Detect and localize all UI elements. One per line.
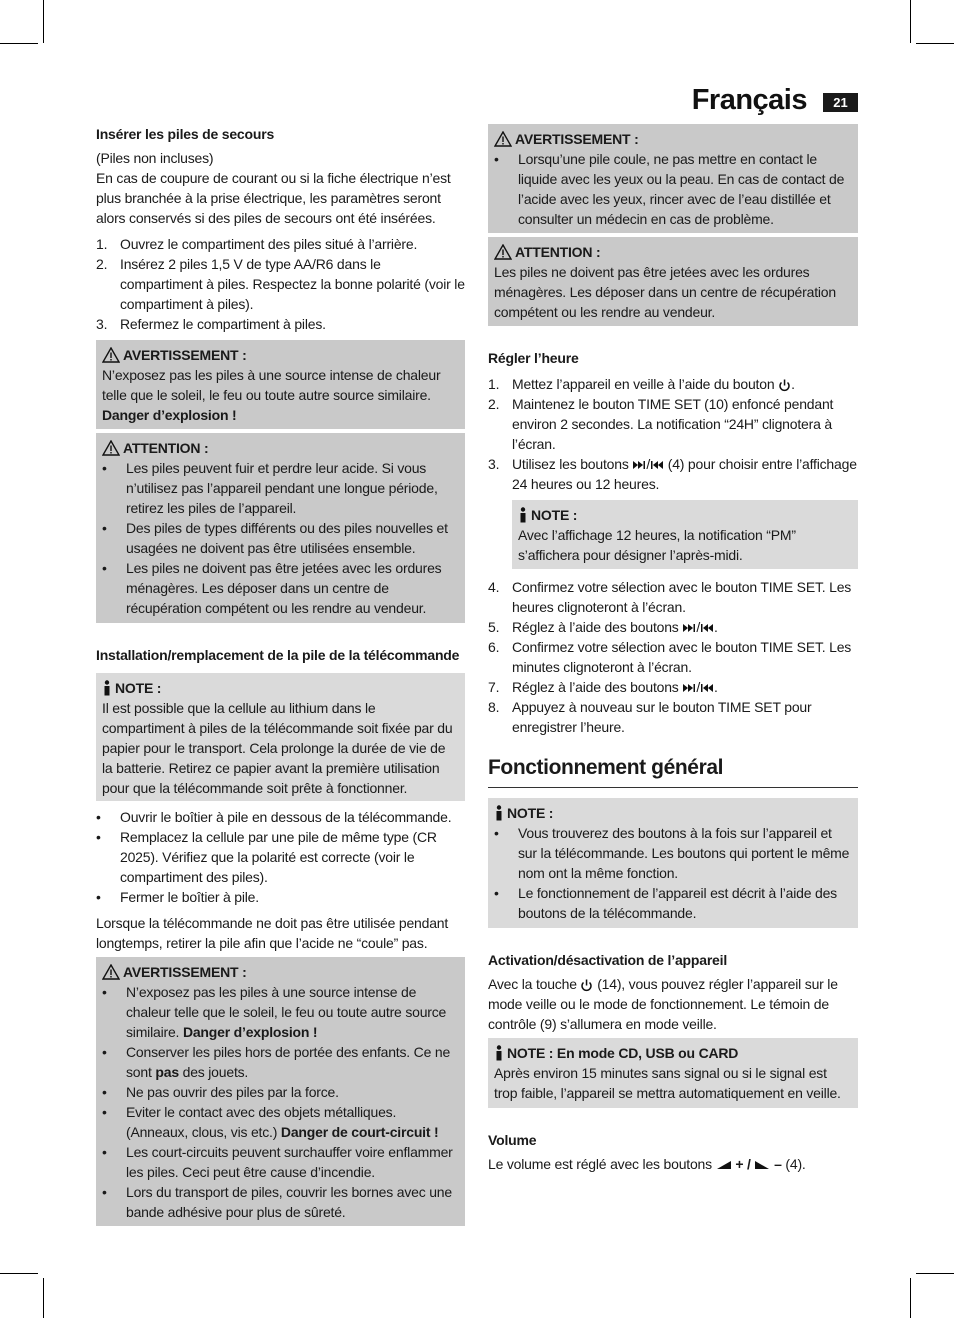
- numbered-list: [488, 374, 858, 494]
- attention-box: [488, 237, 858, 326]
- warning-icon: [102, 440, 120, 456]
- crop-mark: [916, 1273, 954, 1274]
- note-title: NOTE : En mode CD, USB ou CARD: [494, 1043, 852, 1063]
- list-item: • Lors du transport de piles, couvrir les bornes avec une bande adhésive pour plus de sûreté.: [102, 1184, 452, 1220]
- power-icon: [778, 379, 791, 392]
- list-item: • Eviter le contact avec des objets métalliques. (Anneaux, clous, vis etc.) Danger de court-circuit !: [102, 1104, 439, 1140]
- paragraph: Avec la touche (14), vous pouvez régler l’appareil sur le mode veille ou le mode de fonctionnement. Le témoin de contrôle (9) s’allumera en mode veille.: [488, 976, 838, 1032]
- list-item: 6. Confirmez votre sélection avec le bouton TIME SET. Les minutes clignoteront à l’écran.: [488, 639, 852, 675]
- note-box: [488, 798, 858, 928]
- info-icon: [518, 507, 528, 523]
- list-item: 7. Réglez à l’aide des boutons / .: [488, 679, 718, 695]
- list-item: 3. Refermez le compartiment à piles.: [96, 316, 326, 332]
- crop-mark: [43, 1278, 44, 1318]
- bullet-list: [96, 807, 465, 907]
- section-heading: Installation/remplacement de la pile de la télécommande: [96, 647, 460, 663]
- crop-mark: [43, 0, 44, 43]
- note-title: NOTE :: [102, 678, 459, 698]
- warning-title: AVERTISSEMENT :: [102, 345, 459, 365]
- list-item: 2. Insérez 2 piles 1,5 V de type AA/R6 dans le compartiment à piles. Respectez la bonne polarité (voir le compartiment à piles).: [96, 256, 465, 312]
- crop-mark: [0, 43, 38, 44]
- page-title: Français: [691, 84, 807, 116]
- list-item: • Fermer le boîtier à pile.: [96, 889, 259, 905]
- page-number: 21: [823, 93, 858, 112]
- note-text: Il est possible que la cellule au lithium dans le compartiment à piles de la télécommande soit fixée par du papier pour le transport. Cela prolonge la durée de vie de la batterie. Retirez ce papier avant la première utilisation pour que la télécommande soit prête à fonctionner.: [102, 700, 453, 796]
- bullet-list: [494, 149, 852, 229]
- info-icon: [494, 805, 504, 821]
- list-item: • Remplacez la cellule par une pile de même type (CR 2025). Vérifiez que la polarité est correcte (voir le compartiment des piles).: [96, 829, 437, 885]
- note-text: Après environ 15 minutes sans signal ou si le signal est trop faible, l’appareil se mettra automatiquement en veille.: [494, 1065, 841, 1101]
- list-item: 5. Réglez à l’aide des boutons / .: [488, 619, 718, 635]
- volume-down-icon: [754, 1160, 770, 1170]
- crop-mark: [910, 1278, 911, 1318]
- section-heading: Activation/désactivation de l’appareil: [488, 952, 728, 968]
- skip-back-icon: [700, 623, 714, 633]
- note-box: [512, 500, 858, 569]
- warning-text: N’exposez pas les piles à une source intense de chaleur telle que le soleil, le feu ou toute autre source similaire.: [102, 367, 441, 403]
- warning-box: [96, 957, 465, 1226]
- note-box: [96, 673, 465, 801]
- list-item: 4. Confirmez votre sélection avec le bouton TIME SET. Les heures clignoteront à l’écran.: [488, 579, 852, 615]
- list-item: • Des piles de types différents ou des piles nouvelles et usagées ne doivent pas être utilisées ensemble.: [102, 520, 448, 556]
- numbered-list: [488, 577, 858, 737]
- skip-forward-icon: [632, 460, 646, 470]
- skip-back-icon: [700, 683, 714, 693]
- skip-back-icon: [650, 460, 664, 470]
- left-column: [96, 124, 465, 1226]
- list-item: • Les piles ne doivent pas être jetées avec les ordures ménagères. Les déposer dans un centre de récupération compétent ou les rendre au vendeur.: [102, 560, 442, 616]
- paragraph: Lorsque la télécommande ne doit pas être utilisée pendant longtemps, retirer la pile afin que l’acide ne “coule” pas.: [96, 915, 449, 951]
- attention-title: ATTENTION :: [494, 242, 852, 262]
- volume-up-icon: [716, 1160, 732, 1170]
- power-icon: [580, 979, 593, 992]
- list-item: • Le fonctionnement de l’appareil est décrit à l’aide des boutons de la télécommande.: [494, 885, 837, 921]
- attention-box: [96, 433, 465, 623]
- note-text: Avec l’affichage 12 heures, la notification “PM” s’affichera pour désigner l’après-midi.: [518, 527, 796, 563]
- info-icon: [102, 680, 112, 696]
- note-box: [488, 1038, 858, 1108]
- warning-icon: [102, 347, 120, 363]
- note-title: NOTE :: [494, 803, 852, 823]
- list-item: • Vous trouverez des boutons à la fois sur l’appareil et sur la télécommande. Les boutons qui portent le même nom ont la même fonction.: [494, 825, 850, 881]
- bullet-list: [102, 982, 459, 1222]
- list-item: 8. Appuyez à nouveau sur le bouton TIME SET pour enregistrer l’heure.: [488, 699, 812, 735]
- warning-box: [96, 340, 465, 429]
- numbered-list: [96, 234, 465, 334]
- right-column: [488, 124, 858, 1174]
- attention-title: ATTENTION :: [102, 438, 459, 458]
- section-heading: Insérer les piles de secours: [96, 126, 275, 142]
- paragraph: (Piles non incluses): [96, 150, 214, 166]
- list-item: • N’exposez pas les piles à une source intense de chaleur telle que le soleil, le feu ou toute autre source similaire. Danger d’explosion !: [102, 984, 447, 1040]
- chapter-heading: Fonctionnement général: [488, 755, 858, 788]
- warning-emphasis: Danger d’explosion !: [102, 407, 237, 423]
- list-item: • Les court-circuits peuvent surchauffer voire enflammer les piles. Ceci peut être cause d’incendie.: [102, 1144, 453, 1180]
- warning-icon: [494, 244, 512, 260]
- warning-icon: [494, 131, 512, 147]
- list-item: • Ne pas ouvrir des piles par la force.: [102, 1084, 339, 1100]
- warning-title: AVERTISSEMENT :: [102, 962, 459, 982]
- bullet-list: [494, 823, 852, 923]
- list-item: 1. Mettez l’appareil en veille à l’aide du bouton .: [488, 376, 795, 392]
- warning-title: AVERTISSEMENT :: [494, 129, 852, 149]
- list-item: 1. Ouvrez le compartiment des piles situé à l’arrière.: [96, 236, 418, 252]
- list-item: • Les piles peuvent fuir et perdre leur acide. Si vous n’utilisez pas l’appareil pendant une longue période, retirez les piles de l’appareil.: [102, 460, 438, 516]
- attention-text: Les piles ne doivent pas être jetées avec les ordures ménagères. Les déposer dans un centre de récupération compétent ou les rendre au vendeur.: [494, 264, 836, 320]
- section-heading: Volume: [488, 1132, 537, 1148]
- list-item: • Conserver les piles hors de portée des enfants. Ce ne sont pas des jouets.: [102, 1044, 451, 1080]
- list-item: • Lorsqu’une pile coule, ne pas mettre en contact le liquide avec les yeux ou la peau. En cas de contact de l’acide avec les yeux, rincer avec de l’eau distillée et consulter un médecin en cas de problème.: [494, 151, 845, 227]
- list-item: 3. Utilisez les boutons / (4) pour choisir entre l’affichage 24 heures ou 12 heures.: [488, 456, 857, 492]
- list-item: 2. Maintenez le bouton TIME SET (10) enfoncé pendant environ 2 secondes. La notification “24H” clignotera à l’écran.: [488, 396, 834, 452]
- paragraph: En cas de coupure de courant ou si la fiche électrique n’est plus branchée à la prise électrique, les paramètres seront alors conservés si des piles de secours ont été insérées.: [96, 170, 451, 226]
- warning-icon: [102, 964, 120, 980]
- crop-mark: [910, 0, 911, 43]
- list-item: • Ouvrir le boîtier à pile en dessous de la télécommande.: [96, 809, 452, 825]
- skip-forward-icon: [682, 683, 696, 693]
- warning-box: [488, 124, 858, 233]
- info-icon: [494, 1045, 504, 1061]
- bullet-list: [102, 458, 459, 618]
- crop-mark: [916, 43, 954, 44]
- paragraph: Le volume est réglé avec les boutons + / – (4).: [488, 1156, 806, 1172]
- crop-mark: [0, 1273, 38, 1274]
- skip-forward-icon: [682, 623, 696, 633]
- section-heading: Régler l’heure: [488, 350, 579, 366]
- note-title: NOTE :: [518, 505, 852, 525]
